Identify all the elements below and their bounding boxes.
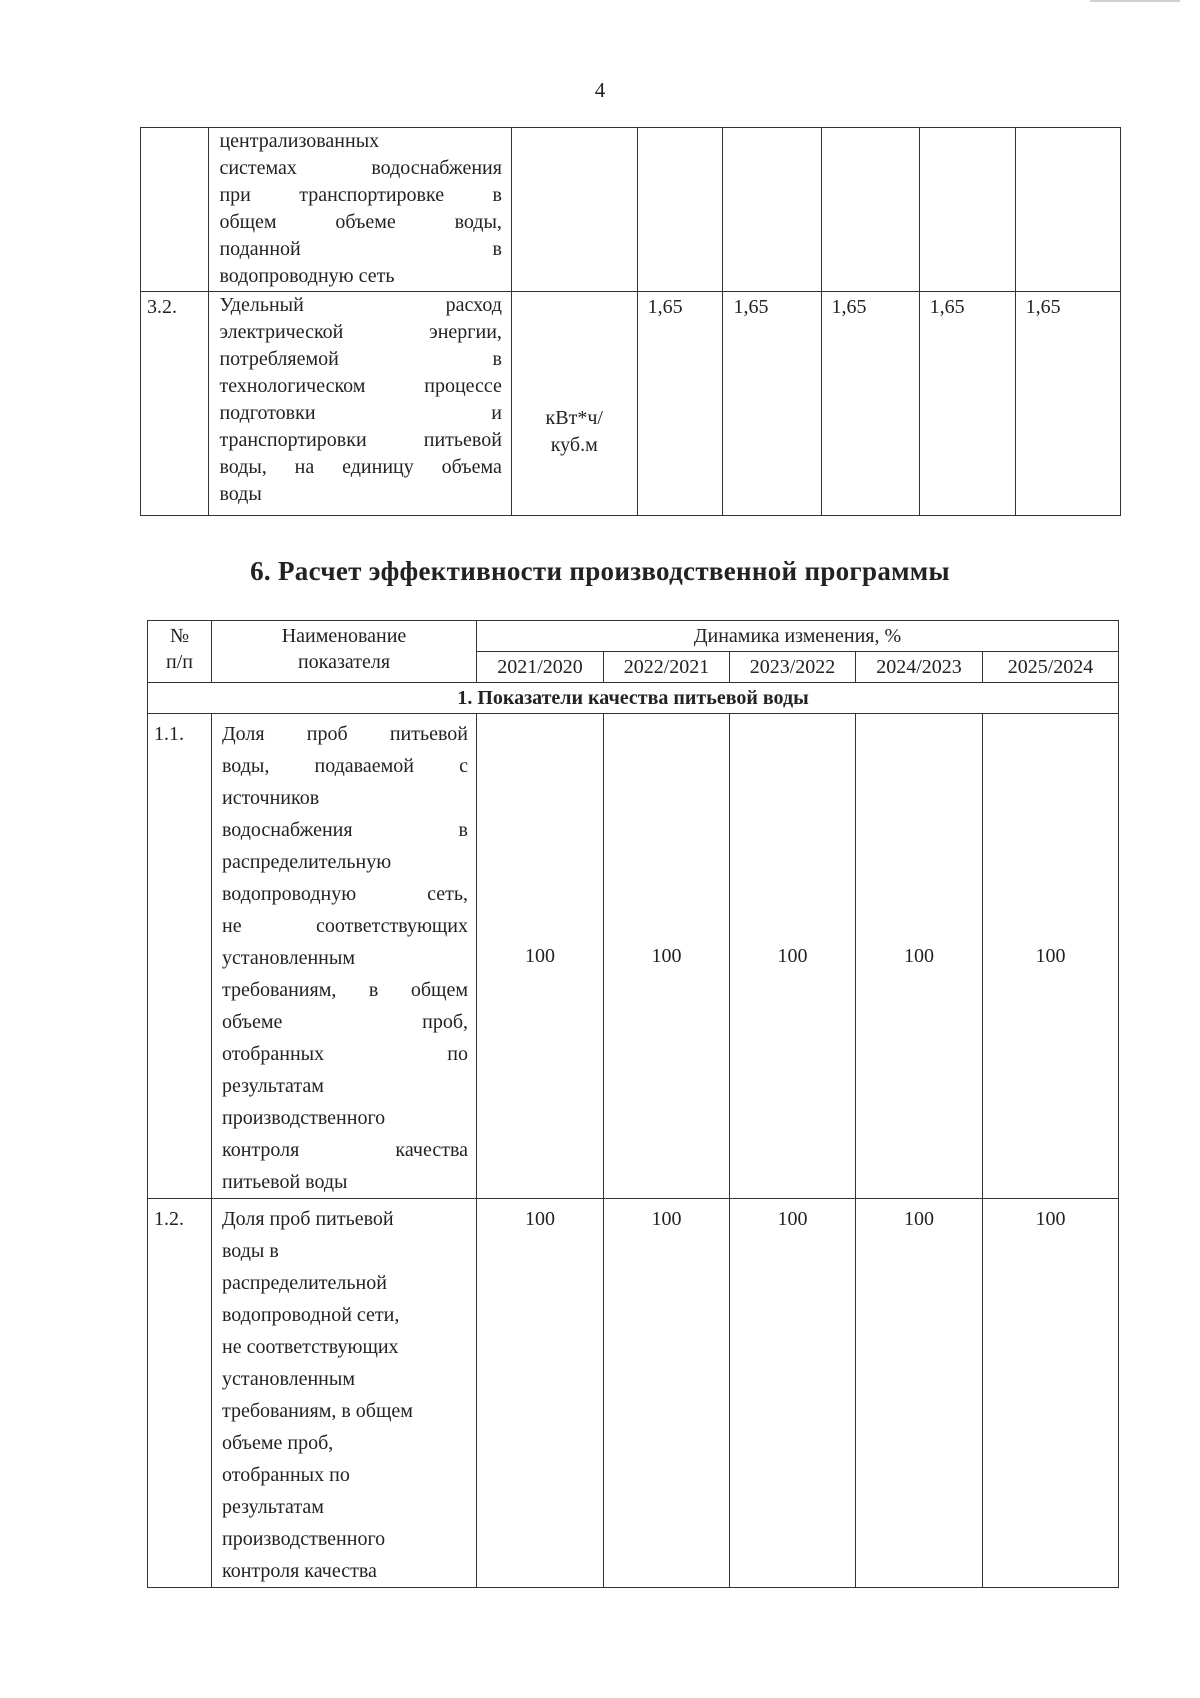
table-row bbox=[141, 128, 1121, 292]
value-cell bbox=[723, 128, 821, 292]
text-line: поданной в bbox=[219, 238, 502, 260]
group-row bbox=[148, 683, 1119, 714]
text-line: не соответствующих bbox=[222, 1336, 399, 1358]
section-title: 6. Расчет эффективности производственной программы bbox=[250, 556, 950, 586]
text-line: источников bbox=[222, 787, 320, 809]
text-line: результатам bbox=[222, 1075, 324, 1097]
value-cell: 1,65 bbox=[821, 292, 919, 516]
text-line: результатам bbox=[222, 1496, 324, 1518]
text-line: воды, на единицу объема bbox=[219, 456, 502, 478]
text-line: объеме проб, bbox=[222, 1011, 468, 1033]
table-row bbox=[148, 1199, 1119, 1588]
header-year: 2025/2024 bbox=[983, 652, 1119, 683]
text-line: распределительной bbox=[222, 1272, 387, 1294]
value-cell: 100 bbox=[730, 714, 856, 1199]
value-cell: 100 bbox=[983, 714, 1119, 1199]
value-cell: 100 bbox=[856, 714, 983, 1199]
value-cell: 100 bbox=[856, 1199, 983, 1588]
table-row bbox=[141, 292, 1121, 516]
text-line: транспортировки питьевой bbox=[219, 429, 502, 451]
text-line: Доля проб питьевой bbox=[222, 1208, 394, 1230]
header-text: Наименование bbox=[281, 625, 407, 647]
text-line: Доля проб питьевой bbox=[222, 723, 468, 745]
header-number bbox=[148, 621, 212, 683]
text-line: водопроводной сети, bbox=[222, 1304, 400, 1326]
value-cell: 1,65 bbox=[637, 292, 723, 516]
text-line: системах водоснабжения bbox=[219, 157, 502, 179]
header-year: 2024/2023 bbox=[856, 652, 983, 683]
header-year: 2022/2021 bbox=[604, 652, 730, 683]
value-cell: 1,65 bbox=[1015, 292, 1120, 516]
text-line: питьевой воды bbox=[222, 1171, 348, 1193]
value-cell bbox=[637, 128, 723, 292]
text-line: технологическом процессе bbox=[219, 375, 502, 397]
text-line: подготовки и bbox=[219, 402, 502, 424]
indicator-name bbox=[209, 292, 511, 516]
unit-line: кВт*ч/ bbox=[545, 406, 603, 429]
value-cell: 100 bbox=[604, 714, 730, 1199]
text-line: электрической энергии, bbox=[219, 321, 502, 343]
text-line: контроля качества bbox=[222, 1560, 377, 1582]
text-line: общем объеме воды, bbox=[219, 211, 502, 233]
text-line: производственного bbox=[222, 1528, 386, 1550]
row-number: 1.1. bbox=[148, 714, 212, 1199]
group-title: 1. Показатели качества питьевой воды bbox=[148, 683, 1119, 714]
header-text: показателя bbox=[297, 651, 391, 673]
text-line: Удельный расход bbox=[219, 294, 502, 316]
value-cell bbox=[919, 128, 1015, 292]
text-line: установленным bbox=[222, 1368, 355, 1390]
text-line: установленным bbox=[222, 947, 355, 969]
text-line: воды bbox=[219, 483, 262, 505]
value-cell: 1,65 bbox=[919, 292, 1015, 516]
row-number: 3.2. bbox=[141, 292, 209, 516]
text-line: водопроводную сеть bbox=[219, 265, 395, 287]
unit-cell bbox=[511, 128, 637, 292]
header-dynamics: Динамика изменения, % bbox=[477, 621, 1119, 652]
header-name bbox=[212, 621, 477, 683]
unit-cell bbox=[511, 292, 637, 516]
value-cell: 100 bbox=[477, 714, 604, 1199]
header-year: 2023/2022 bbox=[730, 652, 856, 683]
page-number: 4 bbox=[594, 78, 606, 102]
text-line: потребляемой в bbox=[219, 348, 502, 370]
header-row bbox=[148, 621, 1119, 652]
value-cell: 1,65 bbox=[723, 292, 821, 516]
value-cell bbox=[1015, 128, 1120, 292]
value-cell: 100 bbox=[983, 1199, 1119, 1588]
header-year: 2021/2020 bbox=[477, 652, 604, 683]
table-row bbox=[148, 714, 1119, 1199]
text-line: воды в bbox=[222, 1240, 279, 1262]
efficiency-table bbox=[147, 620, 1119, 1588]
text-line: водопроводную сеть, bbox=[222, 883, 468, 905]
text-line: при транспортировке в bbox=[219, 184, 502, 206]
text-line: распределительную bbox=[222, 851, 392, 873]
value-cell: 100 bbox=[477, 1199, 604, 1588]
indicator-name bbox=[212, 714, 477, 1199]
text-line: требованиям, в общем bbox=[222, 1400, 413, 1422]
indicators-table-continued bbox=[140, 127, 1121, 516]
value-cell: 100 bbox=[730, 1199, 856, 1588]
text-line: отобранных по bbox=[222, 1043, 468, 1065]
row-number: 1.2. bbox=[148, 1199, 212, 1588]
indicator-name bbox=[212, 1199, 477, 1588]
text-line: отобранных по bbox=[222, 1464, 350, 1486]
text-line: не соответствующих bbox=[222, 915, 468, 937]
text-line: водоснабжения в bbox=[222, 819, 468, 841]
text-line: воды, подаваемой с bbox=[222, 755, 468, 777]
header-text: п/п bbox=[166, 651, 193, 673]
scan-edge-mark bbox=[1090, 0, 1180, 2]
value-cell: 100 bbox=[604, 1199, 730, 1588]
indicator-name bbox=[209, 128, 511, 292]
row-number bbox=[141, 128, 209, 292]
text-line: производственного bbox=[222, 1107, 386, 1129]
text-line: централизованных bbox=[219, 130, 380, 152]
header-text: № bbox=[169, 625, 190, 647]
text-line: объеме проб, bbox=[222, 1432, 334, 1454]
text-line: контроля качества bbox=[222, 1139, 468, 1161]
unit-line: куб.м bbox=[550, 433, 598, 456]
text-line: требованиям, в общем bbox=[222, 979, 468, 1001]
value-cell bbox=[821, 128, 919, 292]
